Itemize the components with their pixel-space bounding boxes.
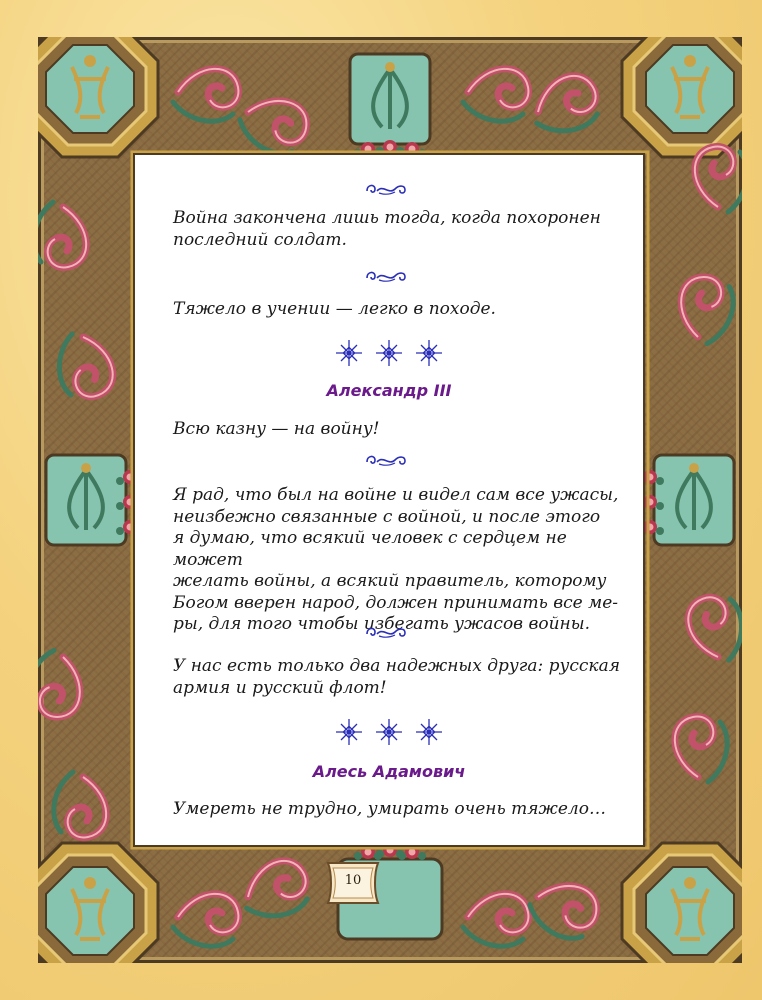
quote: У нас есть только два надежных друга: русская армия и русский флот! [173, 656, 620, 698]
snowflake-ornament-icon [329, 717, 449, 747]
snowflake-ornament [135, 717, 643, 747]
scroll-divider-icon [365, 268, 413, 284]
section-divider [135, 181, 643, 199]
scroll-divider-icon [365, 624, 413, 640]
page-number-cartouche [322, 859, 384, 907]
quote: Всю казну — на войну! [173, 419, 380, 439]
snowflake-ornament-icon [329, 338, 449, 368]
quote: Я рад, что был на войне и видел сам все ужасы, неизбежно связанные с войной, и после этого я думаю, что всякий человек с сердцем не может желать войны, а всякий правитель, которому Богом вверен народ, должен принимать все ме- ры, для того чтобы избегать ужасов войны. [173, 485, 619, 634]
quote: Тяжело в учении — легко в походе. [173, 299, 496, 319]
quote: Война закончена лишь тогда, когда похоронен последний солдат. [173, 208, 601, 250]
text-panel [135, 155, 643, 845]
quote-author: Александр III [326, 381, 452, 400]
quote-author: Алесь Адамович [312, 762, 466, 781]
scroll-divider-icon [365, 181, 413, 197]
page-number: 10 [344, 873, 362, 888]
section-divider [135, 624, 643, 642]
scroll-divider-icon [365, 452, 413, 468]
snowflake-ornament [135, 338, 643, 368]
section-divider [135, 452, 643, 470]
section-divider [135, 268, 643, 286]
quote: Умереть не трудно, умирать очень тяжело… [173, 799, 606, 819]
